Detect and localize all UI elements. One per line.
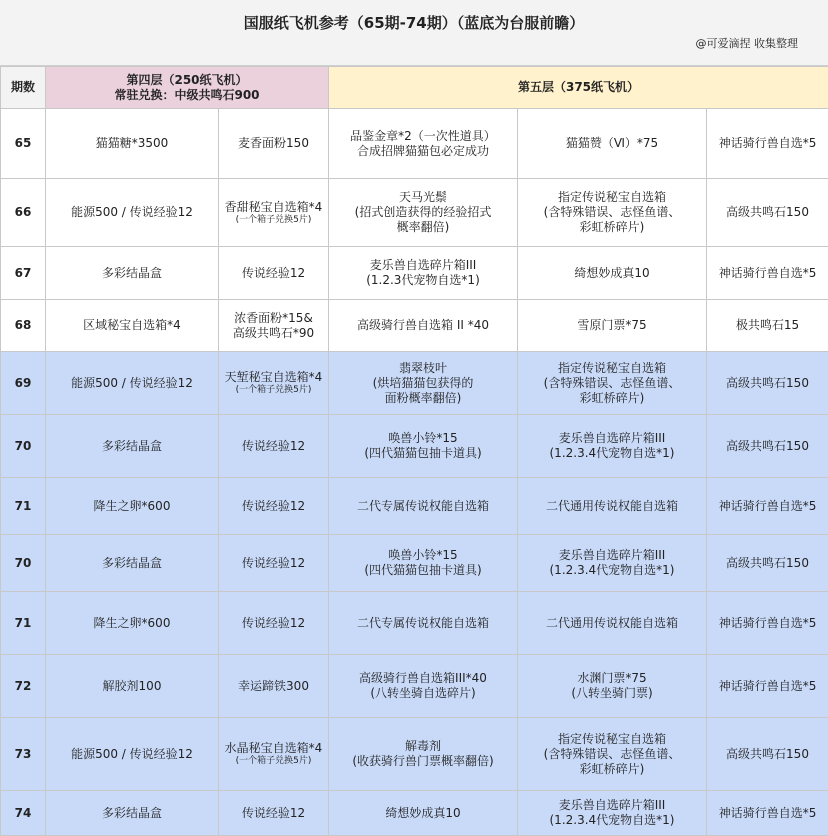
reward-line: 二代通用传说权能自选箱 <box>520 499 704 514</box>
credit-text: @可爱滴捏 收集整理 <box>696 35 799 51</box>
reward-note: (一个箱子兑换5片) <box>221 756 326 767</box>
table-row <box>1 655 828 718</box>
reward-cell <box>518 415 707 478</box>
reward-line: 高级共鸣石150 <box>709 747 826 762</box>
reward-cell <box>219 300 329 352</box>
reward-cell <box>707 592 828 655</box>
table-row <box>1 300 828 352</box>
table-row <box>1 592 828 655</box>
reward-line: 能源500 / 传说经验12 <box>48 376 216 391</box>
reward-cell <box>46 478 219 535</box>
reward-cell <box>518 718 707 791</box>
reward-line: 二代通用传说权能自选箱 <box>520 616 704 631</box>
reward-cell <box>329 718 518 791</box>
reward-line: 麦乐兽自选碎片箱III <box>520 798 704 813</box>
reward-line: 传说经验12 <box>221 499 326 514</box>
reward-line: 幸运蹄铁300 <box>221 679 326 694</box>
reward-line: 麦乐兽自选碎片箱III <box>520 548 704 563</box>
period-number: 70 <box>1 415 46 478</box>
reward-line: 麦香面粉150 <box>221 136 326 151</box>
layer4-header-line: 第四层（250纸飞机） <box>48 73 326 88</box>
reward-line: 水晶秘宝自选箱*4 <box>221 741 326 756</box>
reward-line: 彩虹桥碎片) <box>520 220 704 235</box>
reward-line: 高级共鸣石150 <box>709 205 826 220</box>
reward-cell <box>707 718 828 791</box>
reward-cell <box>219 592 329 655</box>
reward-line: 二代专属传说权能自选箱 <box>331 499 515 514</box>
layer4-header-line: 常驻兑换：中级共鸣石900 <box>48 88 326 103</box>
reward-cell <box>46 718 219 791</box>
reward-line: 降生之卵*600 <box>48 616 216 631</box>
reward-cell <box>329 247 518 300</box>
reward-line: 猫猫糖*3500 <box>48 136 216 151</box>
reward-line: (1.2.3.4代宠物自选*1) <box>520 446 704 461</box>
reward-cell <box>707 109 828 179</box>
reward-cell <box>707 247 828 300</box>
reward-note: (一个箱子兑换5片) <box>221 215 326 226</box>
reward-cell <box>46 109 219 179</box>
reward-cell <box>518 535 707 592</box>
reward-line: 区域秘宝自选箱*4 <box>48 318 216 333</box>
reward-line: 高级共鸣石150 <box>709 556 826 571</box>
reward-line: 香甜秘宝自选箱*4 <box>221 200 326 215</box>
period-number: 73 <box>1 718 46 791</box>
reward-cell <box>219 109 329 179</box>
table-row <box>1 535 828 592</box>
reward-line: 浓香面粉*15& <box>221 311 326 326</box>
reward-cell <box>518 655 707 718</box>
reward-line: 传说经验12 <box>221 266 326 281</box>
reward-line: 绮想妙成真10 <box>520 266 704 281</box>
reward-cell <box>329 415 518 478</box>
reward-line: 高级共鸣石150 <box>709 376 826 391</box>
reward-cell <box>707 535 828 592</box>
reward-line: (1.2.3.4代宠物自选*1) <box>520 563 704 578</box>
reward-cell <box>329 592 518 655</box>
reward-cell <box>46 179 219 247</box>
table-row <box>1 415 828 478</box>
reward-cell <box>518 592 707 655</box>
period-number: 66 <box>1 179 46 247</box>
reward-line: 能源500 / 传说经验12 <box>48 205 216 220</box>
reward-line: 解毒剂 <box>331 739 515 754</box>
reward-cell <box>329 791 518 836</box>
reward-cell <box>518 247 707 300</box>
reward-cell <box>518 352 707 415</box>
reward-line: (八转坐骑门票) <box>520 686 704 701</box>
reward-cell <box>707 300 828 352</box>
reward-line: 传说经验12 <box>221 806 326 821</box>
reward-line: 猫猫赞（Ⅵ）*75 <box>520 136 704 151</box>
table-row <box>1 791 828 836</box>
reward-cell <box>46 300 219 352</box>
reward-cell <box>707 415 828 478</box>
reward-cell <box>329 109 518 179</box>
period-header: 期数 <box>1 67 46 109</box>
reward-cell <box>46 791 219 836</box>
table-row <box>1 179 828 247</box>
reward-cell <box>707 478 828 535</box>
reward-cell <box>46 415 219 478</box>
reward-cell <box>707 179 828 247</box>
period-number: 67 <box>1 247 46 300</box>
reward-line: 天堑秘宝自选箱*4 <box>221 370 326 385</box>
reward-line: 多彩结晶盒 <box>48 266 216 281</box>
reward-line: 多彩结晶盒 <box>48 806 216 821</box>
reward-line: 天马光鬃 <box>331 190 515 205</box>
reward-line: 绮想妙成真10 <box>331 806 515 821</box>
reward-line: 麦乐兽自选碎片箱III <box>520 431 704 446</box>
layer4-header <box>46 67 329 109</box>
reward-line: 麦乐兽自选碎片箱III <box>331 258 515 273</box>
reward-cell <box>329 352 518 415</box>
period-number: 72 <box>1 655 46 718</box>
header-row <box>1 67 828 109</box>
reward-cell <box>219 247 329 300</box>
period-number: 68 <box>1 300 46 352</box>
reward-line: 神话骑行兽自选*5 <box>709 136 826 151</box>
reward-cell <box>329 478 518 535</box>
reward-cell <box>46 247 219 300</box>
reward-line: 降生之卵*600 <box>48 499 216 514</box>
reward-line: 概率翻倍) <box>331 220 515 235</box>
reward-line: (四代猫猫包抽卡道具) <box>331 563 515 578</box>
reward-line: 传说经验12 <box>221 439 326 454</box>
reward-cell <box>329 535 518 592</box>
reward-line: 水渊门票*75 <box>520 671 704 686</box>
reward-line: 指定传说秘宝自选箱 <box>520 361 704 376</box>
reward-cell <box>219 415 329 478</box>
period-number: 71 <box>1 478 46 535</box>
reward-line: 指定传说秘宝自选箱 <box>520 732 704 747</box>
reward-cell <box>518 179 707 247</box>
table-row <box>1 478 828 535</box>
reward-cell <box>329 655 518 718</box>
reward-cell <box>46 535 219 592</box>
reward-line: 神话骑行兽自选*5 <box>709 266 826 281</box>
table-row <box>1 247 828 300</box>
reward-line: 唤兽小铃*15 <box>331 431 515 446</box>
table-row <box>1 718 828 791</box>
reward-line: 面粉概率翻倍) <box>331 391 515 406</box>
reward-cell <box>707 655 828 718</box>
reward-line: 能源500 / 传说经验12 <box>48 747 216 762</box>
reward-line: 彩虹桥碎片) <box>520 391 704 406</box>
reward-line: (四代猫猫包抽卡道具) <box>331 446 515 461</box>
reward-line: 传说经验12 <box>221 556 326 571</box>
reward-line: (含特殊错误、志怪鱼谱、 <box>520 205 704 220</box>
period-number: 69 <box>1 352 46 415</box>
reward-cell <box>46 592 219 655</box>
reward-cell <box>219 718 329 791</box>
reward-line: (1.2.3代宠物自选*1) <box>331 273 515 288</box>
reward-line: 指定传说秘宝自选箱 <box>520 190 704 205</box>
reward-line: 唤兽小铃*15 <box>331 548 515 563</box>
reward-line: 多彩结晶盒 <box>48 556 216 571</box>
reward-note: (一个箱子兑换5片) <box>221 385 326 396</box>
reward-cell <box>707 352 828 415</box>
period-number: 65 <box>1 109 46 179</box>
reward-line: 翡翠枝叶 <box>331 361 515 376</box>
reward-cell <box>46 352 219 415</box>
reward-cell <box>518 109 707 179</box>
period-number: 71 <box>1 592 46 655</box>
reward-cell <box>518 791 707 836</box>
reward-line: 神话骑行兽自选*5 <box>709 499 826 514</box>
reward-cell <box>219 179 329 247</box>
reward-table <box>0 66 828 836</box>
table-row <box>1 352 828 415</box>
reward-line: 神话骑行兽自选*5 <box>709 616 826 631</box>
reward-line: (1.2.3.4代宠物自选*1) <box>520 813 704 828</box>
reward-line: (招式创造获得的经验招式 <box>331 205 515 220</box>
reward-line: 解胶剂100 <box>48 679 216 694</box>
table-row <box>1 109 828 179</box>
reward-line: 高级骑行兽自选箱 II *40 <box>331 318 515 333</box>
period-number: 70 <box>1 535 46 592</box>
reward-line: 高级共鸣石150 <box>709 439 826 454</box>
reward-line: 传说经验12 <box>221 616 326 631</box>
reward-line: (烘培猫猫包获得的 <box>331 376 515 391</box>
reward-line: 高级共鸣石*90 <box>221 326 326 341</box>
reward-line: (收获骑行兽门票概率翻倍) <box>331 754 515 769</box>
reward-line: 彩虹桥碎片) <box>520 762 704 777</box>
reward-cell <box>219 535 329 592</box>
reward-line: 合成招牌猫猫包必定成功 <box>331 144 515 159</box>
reward-line: 品鉴金章*2（一次性道具） <box>331 129 515 144</box>
reward-line: 极共鸣石15 <box>709 318 826 333</box>
reward-cell <box>518 300 707 352</box>
title-bar <box>0 0 828 66</box>
page-title: 国服纸飞机参考（65期-74期）（蓝底为台服前瞻） <box>0 12 828 33</box>
reward-line: (含特殊错误、志怪鱼谱、 <box>520 747 704 762</box>
reward-cell <box>518 478 707 535</box>
reward-cell <box>707 791 828 836</box>
reward-line: 高级骑行兽自选箱III*40 <box>331 671 515 686</box>
reward-cell <box>219 655 329 718</box>
reward-cell <box>46 655 219 718</box>
reward-cell <box>219 478 329 535</box>
reward-line: 多彩结晶盒 <box>48 439 216 454</box>
reward-line: 二代专属传说权能自选箱 <box>331 616 515 631</box>
layer5-header: 第五层（375纸飞机） <box>329 67 828 109</box>
reward-line: 雪原门票*75 <box>520 318 704 333</box>
reward-line: (八转坐骑自选碎片) <box>331 686 515 701</box>
period-number: 74 <box>1 791 46 836</box>
reward-line: (含特殊错误、志怪鱼谱、 <box>520 376 704 391</box>
reward-cell <box>329 300 518 352</box>
reward-cell <box>219 791 329 836</box>
reward-line: 神话骑行兽自选*5 <box>709 679 826 694</box>
reward-cell <box>329 179 518 247</box>
reward-cell <box>219 352 329 415</box>
reward-line: 神话骑行兽自选*5 <box>709 806 826 821</box>
table-body <box>1 109 828 836</box>
